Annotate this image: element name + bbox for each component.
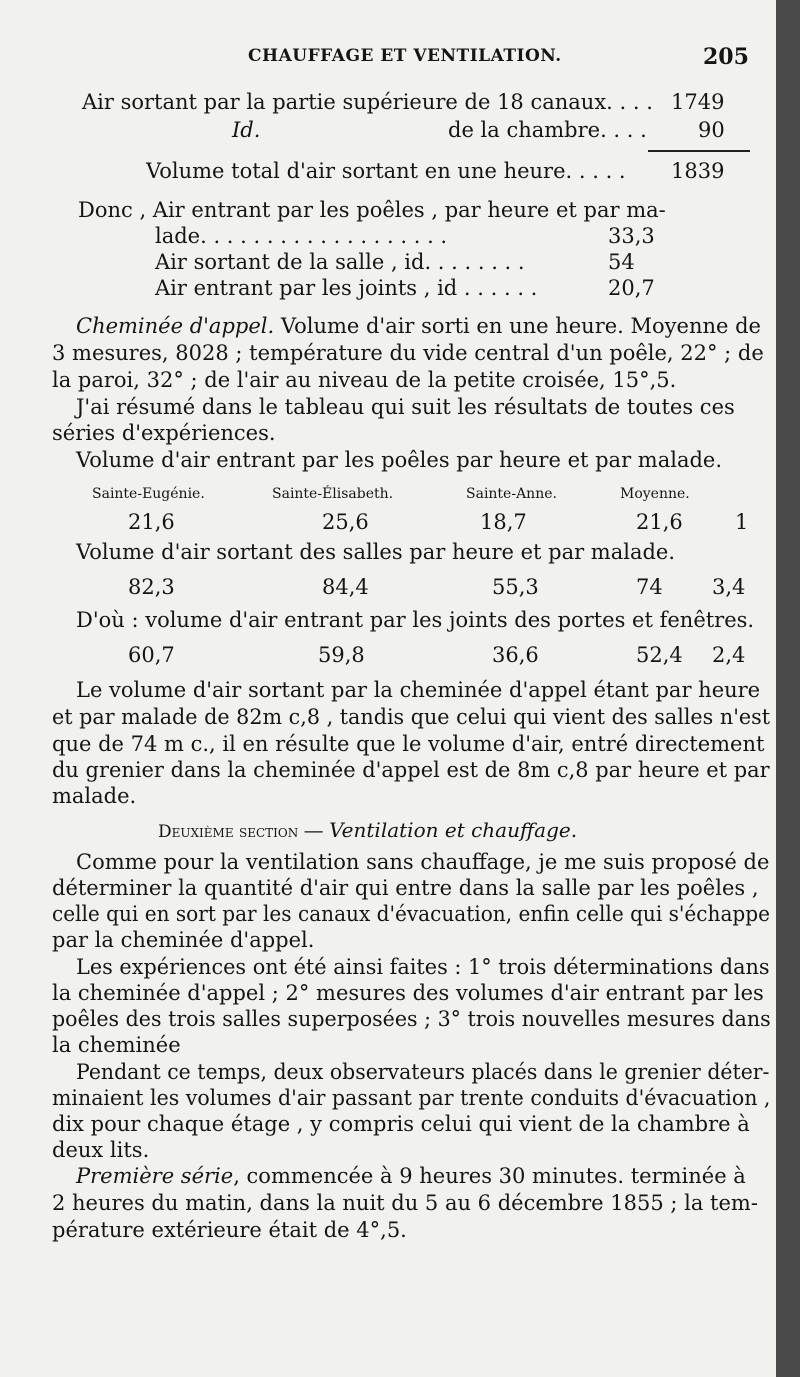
donc-line4-label: Air entrant par les joints , id . . . . . . xyxy=(155,276,538,300)
table-r2-c5: 3,4 xyxy=(712,575,746,599)
donc-line3-label: Air sortant de la salle , id. . . . . . . . xyxy=(155,250,525,274)
para5-line1 xyxy=(76,1166,746,1187)
donc-line3-value: 54 xyxy=(608,250,635,274)
summary-total-value: 1839 xyxy=(671,159,725,183)
para2-line2: déterminer la quantité d'air qui entre dans la salle par les poêles , xyxy=(52,876,759,900)
section-label: Deuxième section xyxy=(158,822,299,842)
donc-line4-value: 20,7 xyxy=(608,276,655,300)
table-r3-c3: 36,6 xyxy=(492,643,539,667)
cheminee-heading: Cheminée d'appel. xyxy=(76,314,275,338)
donc-line2-label: lade. . . . . . . . . . . . . . . . . . . xyxy=(155,224,448,248)
table-r3-c5: 2,4 xyxy=(712,643,746,667)
para4-line2: minaient les volumes d'air passant par trente conduits d'évacuation , xyxy=(52,1086,771,1110)
summary-row2-label: de la chambre. . . . xyxy=(448,118,647,142)
cheminee-line1-rest: Volume d'air sorti en une heure. Moyenne de xyxy=(280,314,761,338)
para1-line5: malade. xyxy=(52,784,137,808)
table-header-sainte-anne: Sainte-Anne. xyxy=(466,486,557,502)
table-header-moyenne: Moyenne. xyxy=(620,486,690,502)
summary-row1-label: Air sortant par la partie supérieure de 18 canaux. . . . xyxy=(82,90,653,114)
para2-line4: par la cheminée d'appel. xyxy=(52,928,315,952)
donc-line1: Donc , Air entrant par les poêles , par heure et par ma- xyxy=(78,198,666,222)
table-caption-3: D'où : volume d'air entrant par les joints des portes et fenêtres. xyxy=(76,608,755,632)
table-r3-c2: 59,8 xyxy=(318,643,365,667)
table-header-sainte-eugenie: Sainte-Eugénie. xyxy=(92,486,205,502)
table-r1-c2: 25,6 xyxy=(322,510,369,534)
para3-line1: Les expériences ont été ainsi faites : 1° trois déterminations dans xyxy=(76,955,770,979)
summary-total-label: Volume total d'air sortant en une heure. . . . . xyxy=(146,159,626,183)
para4-line3: dix pour chaque étage , y compris celui qui vient de la chambre à xyxy=(52,1112,750,1136)
para1-line3: que de 74 m c., il en résulte que le volume d'air, entré directement xyxy=(52,732,765,756)
table-r3-c4: 52,4 xyxy=(636,643,683,667)
summary-row2-value: 90 xyxy=(698,118,725,142)
page-number: 205 xyxy=(703,44,749,70)
para5-line2: 2 heures du matin, dans la nuit du 5 au 6 décembre 1855 ; la tem- xyxy=(52,1191,758,1215)
table-r1-c5: 1 xyxy=(735,510,749,534)
para1-line4: du grenier dans la cheminée d'appel est de 8m c,8 par heure et par xyxy=(52,758,770,782)
running-head: CHAUFFAGE ET VENTILATION. xyxy=(248,46,562,66)
table-r2-c4: 74 xyxy=(636,575,663,599)
summary-row2-id: Id. xyxy=(232,118,261,142)
table-header-sainte-elisabeth: Sainte-Élisabeth. xyxy=(272,486,394,502)
section-title: Ventilation et chauffage. xyxy=(329,818,578,842)
table-r1-c1: 21,6 xyxy=(128,510,175,534)
table-r1-c4: 21,6 xyxy=(636,510,683,534)
table-caption-2: Volume d'air sortant des salles par heure et par malade. xyxy=(76,540,676,564)
para1-line1: Le volume d'air sortant par la cheminée d'appel étant par heure xyxy=(76,678,761,702)
cheminee-line3: la paroi, 32° ; de l'air au niveau de la petite croisée, 15°,5. xyxy=(52,368,677,392)
table-r2-c3: 55,3 xyxy=(492,575,539,599)
para5-line3: pérature extérieure était de 4°,5. xyxy=(52,1218,407,1242)
sum-rule xyxy=(648,150,750,152)
table-caption-1: Volume d'air entrant par les poêles par heure et par malade. xyxy=(76,448,723,472)
para1-line2: et par malade de 82m c,8 , tandis que celui qui vient des salles n'est xyxy=(52,705,771,729)
para2-line1: Comme pour la ventilation sans chauffage, je me suis proposé de xyxy=(76,850,770,874)
para4-line4: deux lits. xyxy=(52,1138,150,1162)
cheminee-line4: J'ai résumé dans le tableau qui suit les résultats de toutes ces xyxy=(76,395,735,419)
para4-line1: Pendant ce temps, deux observateurs placés dans le grenier déter- xyxy=(76,1060,770,1084)
donc-line2-value: 33,3 xyxy=(608,224,655,248)
cheminee-line5: séries d'expériences. xyxy=(52,421,276,445)
para5-line1-rest: , commencée à 9 heures 30 minutes. terminée à xyxy=(233,1164,746,1188)
cheminee-line2: 3 mesures, 8028 ; température du vide central d'un poêle, 22° ; de xyxy=(52,341,764,365)
table-r2-c1: 82,3 xyxy=(128,575,175,599)
para3-line4: la cheminée xyxy=(52,1033,181,1057)
table-r1-c3: 18,7 xyxy=(480,510,527,534)
section-dash: — xyxy=(303,818,324,842)
cheminee-line1 xyxy=(76,316,761,337)
table-r3-c1: 60,7 xyxy=(128,643,175,667)
table-r2-c2: 84,4 xyxy=(322,575,369,599)
premiere-serie-label: Première série xyxy=(76,1164,234,1188)
para3-line2: la cheminée d'appel ; 2° mesures des volumes d'air entrant par les xyxy=(52,981,764,1005)
para3-line3: poêles des trois salles superposées ; 3° trois nouvelles mesures dans xyxy=(52,1007,771,1031)
para2-line3: celle qui en sort par les canaux d'évacuation, enfin celle qui s'échappe xyxy=(52,902,770,926)
summary-row1-value: 1749 xyxy=(671,90,725,114)
section-heading xyxy=(158,818,577,842)
